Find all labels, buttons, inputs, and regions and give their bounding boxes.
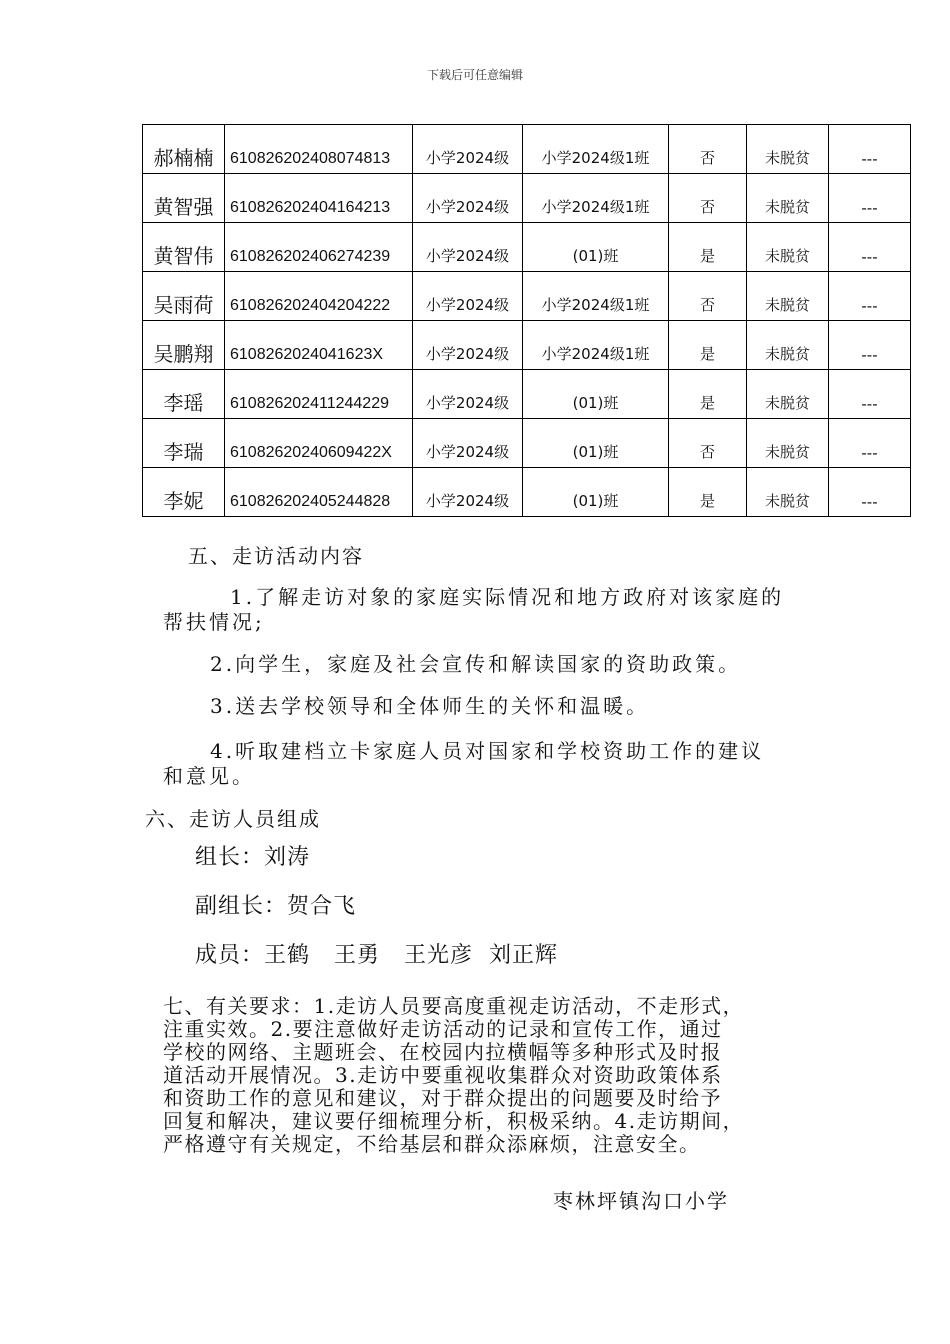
student-status: 未脱贫 <box>747 468 829 517</box>
student-grade: 小学2024级 <box>413 174 523 223</box>
table-row <box>143 272 911 321</box>
student-name: 郝楠楠 <box>143 125 225 174</box>
student-name: 吴雨荷 <box>143 272 225 321</box>
section5-item2: 2.向学生，家庭及社会宣传和解读国家的资助政策。 <box>210 652 742 676</box>
student-flag: 是 <box>669 223 747 272</box>
student-grade: 小学2024级 <box>413 223 523 272</box>
student-extra: --- <box>829 468 911 517</box>
student-class: 小学2024级1班 <box>523 321 669 370</box>
student-name: 李瑞 <box>143 419 225 468</box>
student-flag: 否 <box>669 272 747 321</box>
student-grade: 小学2024级 <box>413 125 523 174</box>
student-id: 610826202408074813 <box>225 125 413 174</box>
group-members: 成员：王鹤 王勇 王光彦 刘正辉 <box>195 943 558 968</box>
table-row <box>143 419 911 468</box>
student-status: 未脱贫 <box>747 223 829 272</box>
student-class: 小学2024级1班 <box>523 272 669 321</box>
student-status: 未脱贫 <box>747 370 829 419</box>
section5-item4-line1: 4.听取建档立卡家庭人员对国家和学校资助工作的建议 <box>210 739 765 763</box>
section6-title: 六、走访人员组成 <box>145 807 321 831</box>
group-leader: 组长：刘涛 <box>195 845 311 870</box>
student-class: 小学2024级1班 <box>523 125 669 174</box>
student-table <box>142 124 911 517</box>
student-id: 610826202404204222 <box>225 272 413 321</box>
student-id: 610826202404164213 <box>225 174 413 223</box>
student-flag: 是 <box>669 321 747 370</box>
student-id: 61082620240609422X <box>225 419 413 468</box>
student-name: 黄智伟 <box>143 223 225 272</box>
student-extra: --- <box>829 174 911 223</box>
student-flag: 否 <box>669 174 747 223</box>
table-row <box>143 125 911 174</box>
section5-item4-line2: 和意见。 <box>163 764 255 788</box>
student-name: 吴鹏翔 <box>143 321 225 370</box>
student-name: 黄智强 <box>143 174 225 223</box>
student-extra: --- <box>829 321 911 370</box>
requirement-line: 七、有关要求：1.走访人员要高度重视走访活动，不走形式， <box>163 994 745 1018</box>
student-name: 李妮 <box>143 468 225 517</box>
student-extra: --- <box>829 419 911 468</box>
student-grade: 小学2024级 <box>413 272 523 321</box>
student-grade: 小学2024级 <box>413 321 523 370</box>
student-status: 未脱贫 <box>747 174 829 223</box>
requirement-line: 道活动开展情况。3.走访中要重视收集群众对资助政策体系 <box>163 1063 723 1087</box>
student-extra: --- <box>829 272 911 321</box>
requirement-line: 注重实效。2.要注意做好走访活动的记录和宣传工作，通过 <box>163 1017 723 1041</box>
signature-school: 枣林坪镇沟口小学 <box>553 1189 729 1213</box>
student-status: 未脱贫 <box>747 272 829 321</box>
student-class: (01)班 <box>523 419 669 468</box>
student-class: (01)班 <box>523 468 669 517</box>
student-id: 610826202406274239 <box>225 223 413 272</box>
requirement-line: 学校的网络、主题班会、在校园内拉横幅等多种形式及时报 <box>163 1040 722 1064</box>
student-class: (01)班 <box>523 370 669 419</box>
student-status: 未脱贫 <box>747 419 829 468</box>
student-status: 未脱贫 <box>747 125 829 174</box>
table-row <box>143 321 911 370</box>
section7-requirements <box>163 995 744 1156</box>
table-row <box>143 174 911 223</box>
student-grade: 小学2024级 <box>413 419 523 468</box>
student-flag: 是 <box>669 370 747 419</box>
student-name: 李瑶 <box>143 370 225 419</box>
student-grade: 小学2024级 <box>413 370 523 419</box>
requirement-line: 严格遵守有关规定，不给基层和群众添麻烦，注意安全。 <box>163 1132 701 1156</box>
student-extra: --- <box>829 370 911 419</box>
deputy-leader: 副组长：贺合飞 <box>195 894 357 919</box>
section5-item1-line2: 帮扶情况; <box>163 610 265 634</box>
student-flag: 是 <box>669 468 747 517</box>
requirement-line: 和资助工作的意见和建议，对于群众提出的问题要及时给予 <box>163 1086 722 1110</box>
header-note: 下载后可任意编辑 <box>426 68 523 82</box>
student-status: 未脱贫 <box>747 321 829 370</box>
section5-item3: 3.送去学校领导和全体师生的关怀和温暖。 <box>210 694 650 718</box>
requirement-line: 回复和解决，建议要仔细梳理分析，积极采纳。4.走访期间， <box>163 1109 745 1133</box>
student-class: 小学2024级1班 <box>523 174 669 223</box>
table-row <box>143 223 911 272</box>
student-id: 6108262024041623X <box>225 321 413 370</box>
student-class: (01)班 <box>523 223 669 272</box>
section5-item1-line1: 1.了解走访对象的家庭实际情况和地方政府对该家庭的 <box>230 585 785 609</box>
student-flag: 否 <box>669 125 747 174</box>
table-row <box>143 468 911 517</box>
student-flag: 否 <box>669 419 747 468</box>
student-grade: 小学2024级 <box>413 468 523 517</box>
table-row <box>143 370 911 419</box>
student-id: 610826202405244828 <box>225 468 413 517</box>
student-extra: --- <box>829 223 911 272</box>
student-extra: --- <box>829 125 911 174</box>
student-id: 610826202411244229 <box>225 370 413 419</box>
section5-title: 五、走访活动内容 <box>188 544 364 568</box>
